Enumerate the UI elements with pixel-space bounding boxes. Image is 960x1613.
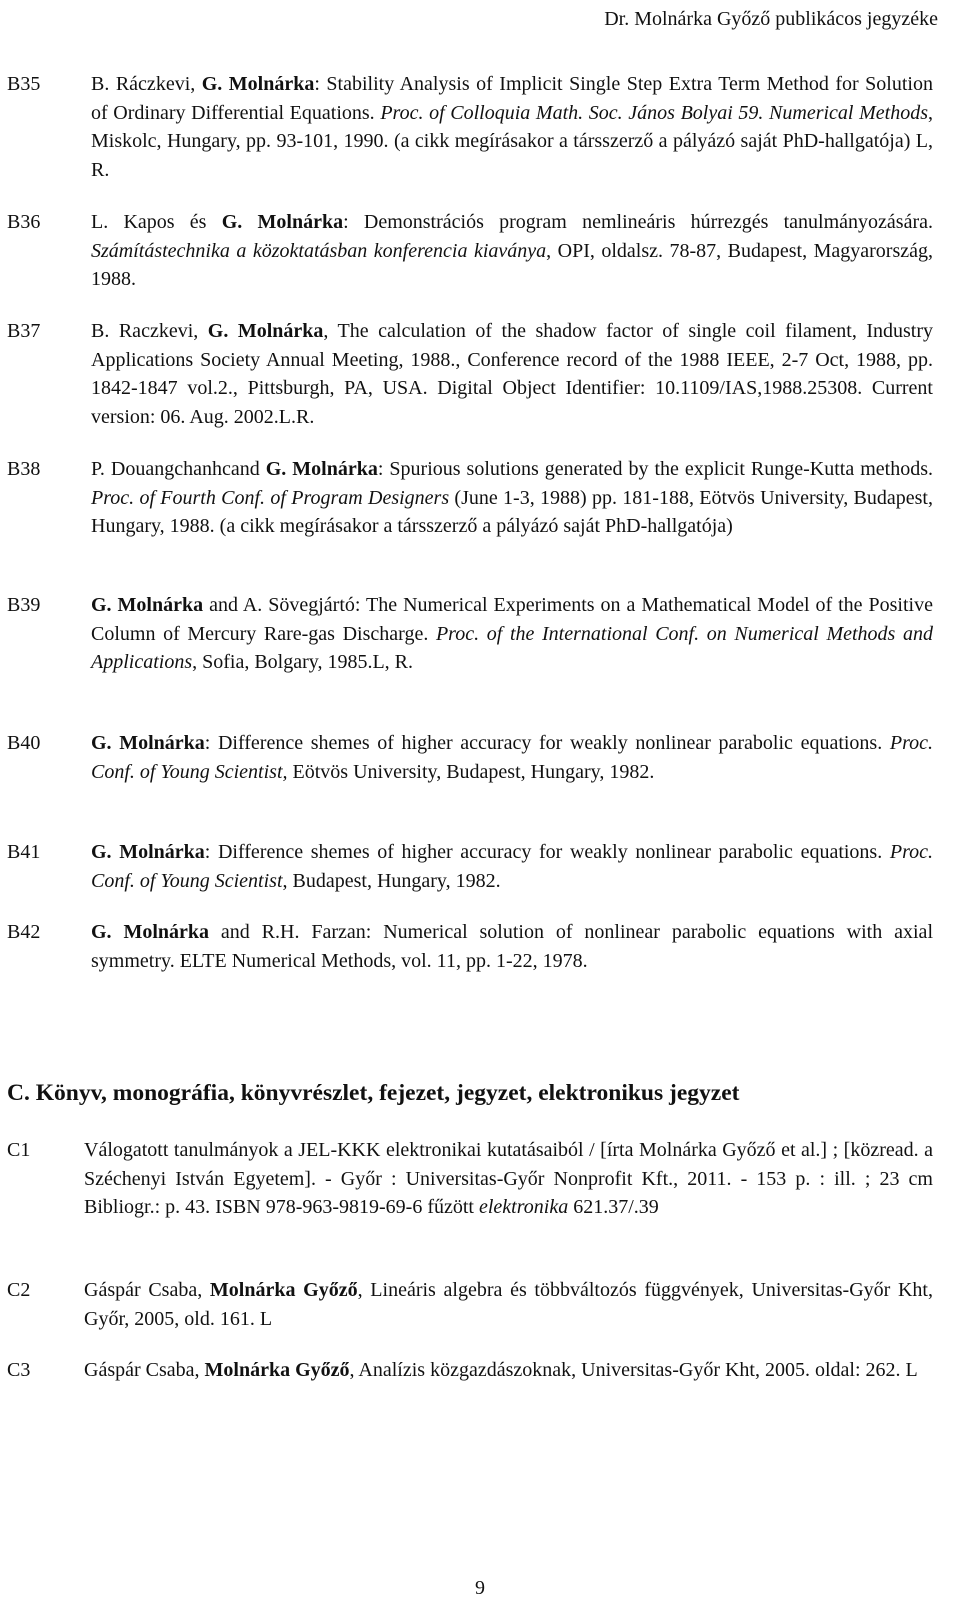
- entry-text-run: and A. Sövegjártó: The Numerical Experiments on a Mathematical Model of the Positive Column of Mercury Rare-gas Discharge.: [91, 594, 933, 645]
- entry-id: B41: [7, 841, 41, 863]
- entry-text: [84, 1136, 933, 1222]
- publication-venue: Proc. Conf. of Young Scientist: [91, 841, 933, 892]
- author-name: Molnárka Győző: [204, 1359, 350, 1381]
- entry-text: [91, 591, 933, 677]
- entry-text-run: , Lineáris algebra és többváltozós függvények, Universitas-Győr Kht, Győr, 2005, old. 161. L: [84, 1279, 933, 1330]
- publication-venue: Proc. of Colloquia Math. Soc. János Bolyai 59. Numerical Methods: [380, 101, 928, 124]
- entry-id: B36: [7, 211, 41, 233]
- section-title: C. Könyv, monográfia, könyvrészlet, fejezet, jegyzet, elektronikus jegyzet: [7, 1080, 740, 1106]
- entry-text-run: , Analízis közgazdászoknak, Universitas-Győr Kht, 2005. oldal: 262. L: [349, 1359, 918, 1381]
- entry-text: [91, 455, 933, 541]
- entry-text-run: 621.37/.39: [568, 1196, 659, 1218]
- page-header: Dr. Molnárka Győző publikácos jegyzéke: [604, 8, 938, 30]
- entry-text-run: (June 1-3, 1988) pp. 181-188, Eötvös University, Budapest, Hungary, 1988. (a cikk megírásakor a társszerző a pályázó saját PhD-hallgatója): [91, 486, 933, 537]
- author-name: G. Molnárka: [91, 594, 204, 616]
- publication-entry: [7, 591, 933, 677]
- entry-id: B42: [7, 921, 41, 943]
- author-name: G. Molnárka: [91, 732, 205, 754]
- publication-entry: [7, 317, 933, 431]
- entry-text-run: Válogatott tanulmányok a JEL-KKK elektronikai kutatásaiból / [írta Molnárka Győző et al.] ; [közread. a Széchenyi István Egyetem]. - Győr : Universitas-Győr Nonprofit Kft., 2011. - 153 p. : ill. ; 23 cm Bibliogr.: p. 43. ISBN 978-963-9819-69-6 fűzött: [84, 1139, 933, 1218]
- author-name: G. Molnárka: [91, 841, 205, 863]
- entry-id: B38: [7, 458, 41, 480]
- entry-text-run: , OPI, oldalsz. 78-87, Budapest, Magyarország, 1988.: [91, 239, 933, 290]
- page-number: 9: [475, 1577, 485, 1599]
- entry-text-run: : Spurious solutions generated by the explicit Runge-Kutta methods.: [377, 458, 933, 480]
- publication-entry: [7, 729, 933, 786]
- author-name: G. Molnárka: [265, 458, 378, 480]
- entry-text: [84, 1356, 933, 1385]
- publication-entry: [7, 455, 933, 541]
- entry-text: [91, 70, 933, 184]
- entry-text-run: : Stability Analysis of Implicit Single Step Extra Term Method for Solution of Ordinary Differential Equations.: [91, 73, 933, 124]
- entry-id: C1: [7, 1139, 31, 1161]
- publication-venue: elektronika: [478, 1196, 569, 1218]
- entry-id: C2: [7, 1279, 31, 1301]
- entry-text-run: Gáspár Csaba,: [84, 1279, 210, 1301]
- publication-venue: Proc. of the International Conf. on Numerical Methods and Applications: [91, 622, 933, 673]
- book-entry: [7, 1356, 933, 1385]
- entry-text-run: P. Douangchanhcand: [91, 458, 266, 480]
- entry-text-run: , The calculation of the shadow factor of single coil filament, Industry Applications Society Annual Meeting, 1988., Conference record of the 1988 IEEE, 2-7 Oct, 1988, pp. 1842-1847 vol.2., Pittsburgh, PA, USA. Digital Object Identifier: 10.1109/IAS,1988.25308. Current version: 06. Aug. 2002.L.R.: [91, 320, 933, 428]
- publication-entry: [7, 918, 933, 975]
- entry-text-run: , Budapest, Hungary, 1982.: [282, 869, 501, 892]
- entry-id: B35: [7, 73, 41, 95]
- entry-text-run: Eötvös University, Budapest, Hungary, 1982.: [287, 760, 655, 783]
- entry-text-run: , Sofia, Bolgary, 1985.L, R.: [192, 651, 414, 673]
- publication-entry: [7, 838, 933, 895]
- entry-text: [84, 1276, 933, 1333]
- entry-text-run: , Miskolc, Hungary, pp. 93-101, 1990. (a cikk megírásakor a társszerző a pályázó saját PhD-hallgatója) L, R.: [91, 101, 933, 181]
- entry-text-run: Gáspár Csaba,: [84, 1359, 205, 1381]
- book-entry: [7, 1136, 933, 1222]
- publication-venue: Számítástechnika a közoktatásban konferencia kiaványa: [91, 239, 547, 262]
- book-entry: [7, 1276, 933, 1333]
- entry-text-run: B. Ráczkevi,: [91, 73, 202, 95]
- entry-text: [91, 838, 933, 895]
- entry-text: [91, 208, 933, 294]
- author-name: G. Molnárka: [201, 73, 315, 95]
- entry-id: C3: [7, 1359, 31, 1381]
- entry-id: B40: [7, 732, 41, 754]
- entry-text-run: : Demonstrációs program nemlineáris húrrezgés tanulmányozására.: [343, 211, 933, 233]
- entry-id: B39: [7, 594, 41, 616]
- entry-text: [91, 729, 933, 786]
- entry-text-run: and R.H. Farzan: Numerical solution of nonlinear parabolic equations with axial symmetry. ELTE Numerical Methods, vol. 11, pp. 1-22, 1978.: [91, 921, 933, 972]
- entry-text: [91, 317, 933, 431]
- entry-text-run: : Difference shemes of higher accuracy for weakly nonlinear parabolic equations.: [204, 841, 890, 863]
- entry-id: B37: [7, 320, 41, 342]
- author-name: Molnárka Győző: [209, 1279, 358, 1301]
- entry-text: [91, 918, 933, 975]
- publication-venue: Proc. Conf. of Young Scientist,: [91, 732, 933, 783]
- publication-entry: [7, 70, 933, 184]
- author-name: G. Molnárka: [207, 320, 324, 342]
- publication-venue: Proc. of Fourth Conf. of Program Designers: [91, 486, 450, 509]
- author-name: G. Molnárka: [221, 211, 344, 233]
- entry-text-run: L. Kapos és: [91, 211, 222, 233]
- publication-entry: [7, 208, 933, 294]
- author-name: G. Molnárka: [91, 921, 210, 943]
- entry-text-run: : Difference shemes of higher accuracy for weakly nonlinear parabolic equations.: [204, 732, 890, 754]
- entry-text-run: B. Raczkevi,: [91, 320, 208, 342]
